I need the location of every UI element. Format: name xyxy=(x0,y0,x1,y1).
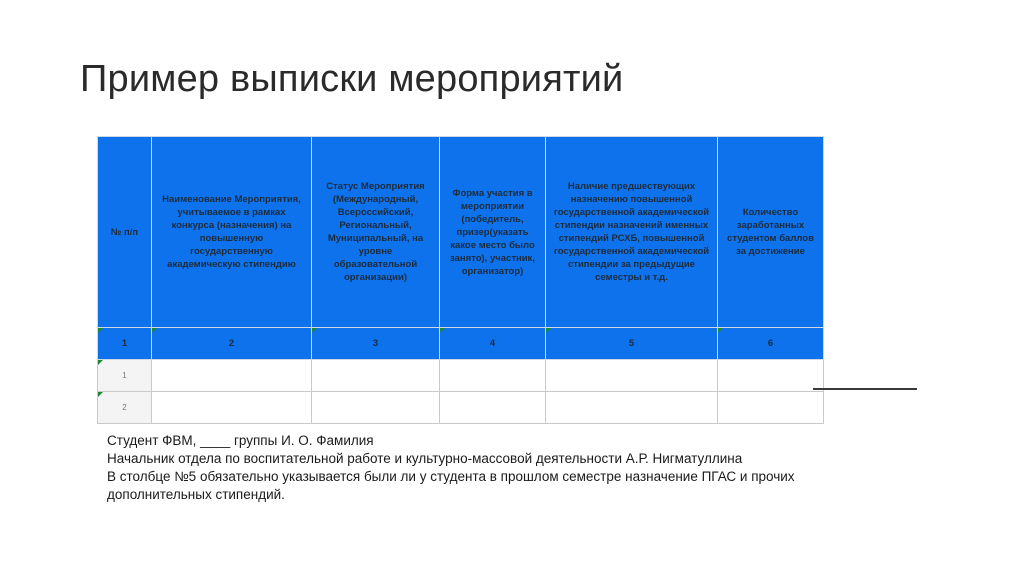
column-number-cell[interactable]: 1 xyxy=(98,328,152,360)
table-row xyxy=(98,392,824,424)
column-number-cell[interactable]: 4 xyxy=(440,328,546,360)
table-cell[interactable] xyxy=(718,392,824,424)
header-cell-number: № п/п xyxy=(98,137,152,328)
cell-marker-icon xyxy=(98,392,103,397)
table-header-row xyxy=(98,137,824,328)
student-line: Студент ФВМ, ____ группы И. О. Фамилия xyxy=(107,433,374,448)
table-cell[interactable] xyxy=(440,392,546,424)
table-cell[interactable] xyxy=(312,392,440,424)
table-cell[interactable] xyxy=(152,360,312,392)
header-cell-event-status: Статус Мероприятия (Международный, Всероссийский, Региональный, Муниципальный, на уровне образовательной организации) xyxy=(312,137,440,328)
header-cell-points: Количество заработанных студентом баллов за достижение xyxy=(718,137,824,328)
table-row xyxy=(98,360,824,392)
cell-underline xyxy=(813,388,917,390)
cell-marker-icon xyxy=(98,360,103,365)
footer-notes xyxy=(107,432,807,504)
table-cell[interactable] xyxy=(546,360,718,392)
table-cell[interactable] xyxy=(546,392,718,424)
cell-marker-icon xyxy=(718,328,723,333)
table-cell[interactable] xyxy=(440,360,546,392)
cell-marker-icon xyxy=(546,328,551,333)
table-cell[interactable] xyxy=(312,360,440,392)
column-number-cell[interactable]: 5 xyxy=(546,328,718,360)
slide-title: Пример выписки мероприятий xyxy=(80,58,624,100)
column-5-note: В столбце №5 обязательно указывается были ли у студента в прошлом семестре назначение ПГАС и прочих дополнительных стипендий. xyxy=(107,469,795,502)
header-cell-previous-scholarships: Наличие предшествующих назначению повышенной государственной академической стипендии назначений именных стипендий РСХБ, повышенной государственной академической стипендии за предыдущие семестры и т.д. xyxy=(546,137,718,328)
column-number-cell[interactable]: 3 xyxy=(312,328,440,360)
column-number-row xyxy=(98,328,824,360)
table-cell[interactable] xyxy=(152,392,312,424)
column-number-cell[interactable]: 6 xyxy=(718,328,824,360)
cell-marker-icon xyxy=(152,328,157,333)
cell-marker-icon xyxy=(98,328,103,333)
table-cell[interactable] xyxy=(718,360,824,392)
cell-marker-icon xyxy=(440,328,445,333)
header-cell-event-name: Наименование Мероприятия, учитываемое в рамках конкурса (назначения) на повышенную государственную академическую стипендию xyxy=(152,137,312,328)
row-number-cell[interactable]: 1 xyxy=(98,360,152,392)
events-table xyxy=(97,136,823,424)
header-cell-participation-form: Форма участия в мероприятии (победитель, призер(указать какое место было занято), участник, организатор) xyxy=(440,137,546,328)
cell-marker-icon xyxy=(312,328,317,333)
column-number-cell[interactable]: 2 xyxy=(152,328,312,360)
department-head-line: Начальник отдела по воспитательной работе и культурно-массовой деятельности А.Р. Нигматуллина xyxy=(107,451,743,466)
row-number-cell[interactable]: 2 xyxy=(98,392,152,424)
